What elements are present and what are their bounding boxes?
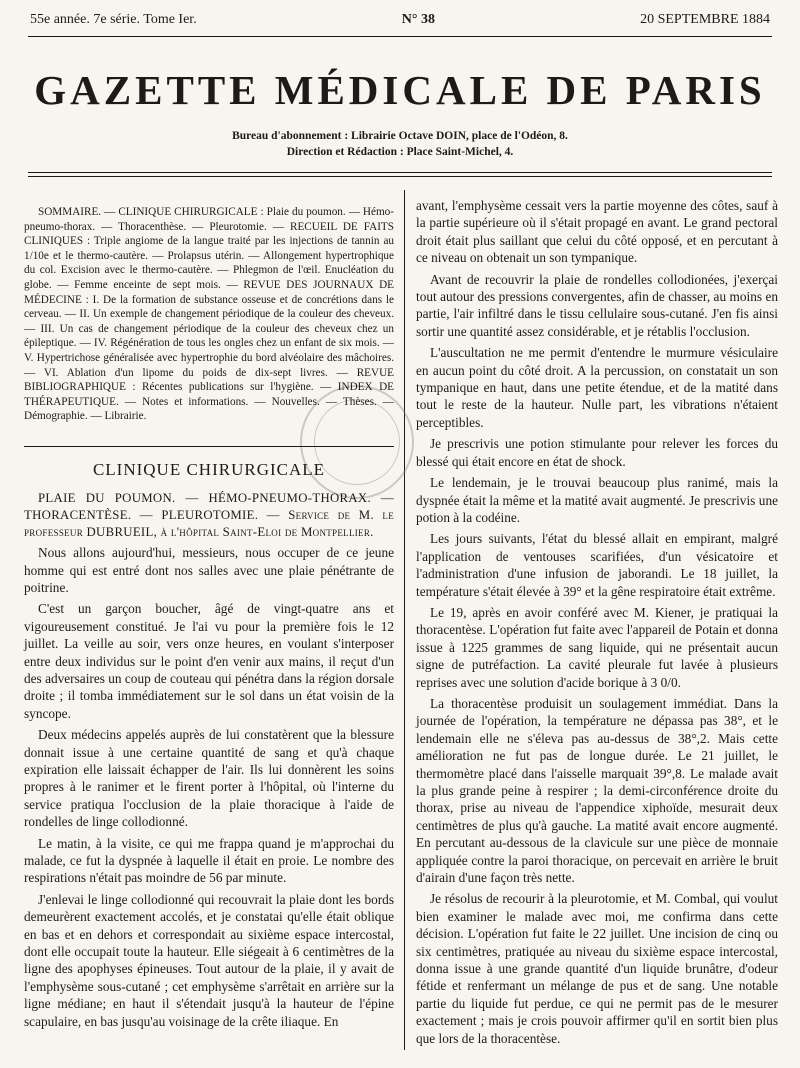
right-paragraph: Le 19, après en avoir conféré avec M. Kiener, je pratiquai la thoracentèse. L'opération fut faite avec l'appareil de Potain et donna issue à 1225 grammes de sang liquide, qui ne présentait aucun signe de putréfaction. La cavité pleurale fut lavée à plusieurs reprises avec une solution d'acide borique à 3 0/0.	[416, 604, 778, 690]
article-heading: PLAIE DU POUMON. — HÉMO-PNEUMO-THORAX. — THORACENTÈSE. — PLEUROTOMIE. — Service de M. le professeur DUBRUEIL, à l'hôpital Saint-Eloi de Montpellier.	[24, 491, 394, 539]
left-paragraph: J'enlevai le linge collodionné qui recouvrait la plaie dont les bords demeurèrent exactement accolés, et je constatai qu'elle était oblique en bas et en dehors et correspondait au sixième espace intercostal, dont elle occupait toute la hauteur. Elle siégeait à 6 centimètres de la ligne des apophyses épineuses. Tout autour de la plaie, il y avait de l'emphysème sous-cutané ; cet emphysème s'arrêtait en arrière sur la ligne médiane; en haut il s'étendait jusqu'à la hauteur de l'épine scapulaire, en bas jusqu'au voisinage de la crête iliaque. En	[24, 891, 394, 1029]
bureau-line: Bureau d'abonnement : Librairie Octave DOIN, place de l'Odéon, 8.	[232, 130, 568, 142]
left-paragraph: Deux médecins appelés auprès de lui constatèrent que la blessure donnait issue à une certaine quantité de sang et qu'à chaque expiration elle laissait échapper de l'air. Ils lui donnèrent les soins propres à le ranimer et le firent porter à l'hôpital, où l'interne du service pratiqua l'occlusion de la plaie thoracique à l'aide de rondelles de linge collodionné.	[24, 727, 394, 830]
right-paragraph: Je résolus de recourir à la pleurotomie, et M. Combal, qui voulut bien examiner le malade avec moi, me confirma dans cette décision. L'opération fut faite le 22 juillet. Une incision de cinq ou six centimètres, pratiquée au niveau du sixième espace intercostal, donna issue à une grande quantité d'un liquide brunâtre, d'odeur fétide et renfermant un mélange de pus et de sang. Une notable partie du liquide fut perdue, ce qui ne permit pas de le mesurer exactement ; mais je crois pouvoir affirmer qu'il en sortit bien plus que lors de la thoracentèse.	[416, 891, 778, 1046]
right-paragraph: avant, l'emphysème cessait vers la partie moyenne des côtes, sauf à la partie supérieure où il s'était propagé en avant. Le grand pectoral droit était plus saillant que celui du côté opposé, et en percutant à ce niveau on obtenait un son tympanique.	[416, 198, 778, 266]
left-paragraph: C'est un garçon boucher, âgé de vingt-quatre ans et vigoureusement constitué. Je l'ai vu pour la première fois le 12 juillet. La veille au soir, vers onze heures, en voulant s'interposer entre deux individus sur le point d'en venir aux mains, il reçut d'un des adversaires un coup de couteau qui pénétra dans la région dorsale droite ; il tomba immédiatement sur le sol dans un état voisin de la syncope.	[24, 601, 394, 721]
left-paragraph: Le matin, à la visite, ce qui me frappa quand je m'approchai du malade, ce fut la dyspnée à laquelle il était en proie. Le nombre des respirations n'était pas moindre de 56 par minute.	[24, 835, 394, 886]
right-paragraph: Le lendemain, je le trouvai beaucoup plus ranimé, mais la dyspnée était la même et la matité avait augmenté. Je prescrivis une potion à la codéine.	[416, 475, 778, 525]
right-paragraph: La thoracentèse produisit un soulagement immédiat. Dans la journée de l'opération, la température ne dépassa pas 38°, et le lendemain elle ne s'éleva pas au-dessus de 38°,2. Mais cette amélioration ne fut pas de longue durée. Le 21 juillet, le thermomètre placé dans l'aisselle marquait 39°,8. Le malade avait la plus grande peine à respirer ; la demi-circonférence droite du thorax, prise au niveau de l'appendice xiphoïde, mesurait deux centimètres de plus qu'à gauche. La matité avait encore augmenté. En percutant au-dessous de la clavicule sur une pièce de monnaie appliquée contre la paroi thoracique, on percevait en arrière le bruit d'airain d'une façon très nette.	[416, 695, 778, 886]
issue-series: 55e année. 7e série. Tome Ier.	[30, 12, 197, 27]
direction-line: Direction et Rédaction : Place Saint-Michel, 4.	[286, 146, 514, 158]
issue-line	[30, 12, 770, 32]
issue-date: 20 SEPTEMBRE 1884	[640, 12, 770, 27]
masthead-rule-2	[28, 176, 772, 177]
issue-number: N° 38	[401, 12, 435, 27]
top-rule	[28, 36, 772, 37]
masthead-title: GAZETTE MÉDICALE DE PARIS	[34, 67, 766, 113]
left-paragraph: Nous allons aujourd'hui, messieurs, nous occuper de ce jeune homme qui est entré dont nos salles avec une plaie pénétrante de poitrine.	[24, 545, 394, 595]
column-divider	[404, 190, 405, 1050]
right-paragraph: L'auscultation ne me permit d'entendre le murmure vésiculaire en aucun point du côté droit. A la percussion, on constatait un son tympanique en haut, dans une petite étendue, et de la matité dans tout le reste de la hauteur. Nulle part, les vibrations n'étaient perceptibles.	[416, 345, 778, 430]
right-paragraph: Avant de recouvrir la plaie de rondelles collodionées, j'exerçai tout autour des pressions convergentes, afin de chasser, au moins en partie, l'air infiltré dans le tissu cellulaire sous-cutané. J'en fis ainsi sortir une quantité assez considérable, et je rétablis l'occlusion.	[416, 271, 778, 339]
left-column	[24, 205, 394, 1034]
masthead-rule	[28, 172, 772, 173]
section-title: CLINIQUE CHIRURGICALE	[24, 446, 394, 478]
right-paragraph: Je prescrivis une potion stimulante pour relever les forces du blessé qui était encore en état de shock.	[416, 436, 778, 469]
summary: SOMMAIRE. — CLINIQUE CHIRURGICALE : Plaie du poumon. — Hémo-pneumo-thorax. — Thoracenthèse. — Pleurotomie. — RECUEIL DE FAITS CLINIQUES : Triple angiome de la langue traité par les injections de tannin au 1/10e et le thermo-cautère. — Prolapsus utérin. — Allongement hypertrophique du col. Excision avec le thermo-cautère. — Phlegmon de l'œil. Enucléation du globe. — Femme enceinte de sept mois. — REVUE DES JOURNAUX DE MÉDECINE : I. De la formation de substance osseuse et de concrétions dans le cerveau. — II. Un exemple de changement périodique de la couleur des cheveux. — III. Un cas de changement périodique de la couleur des cheveux chez un épileptique. — IV. Régénération de tous les ongles chez un enfant de six mois. — V. Hypertrichose généralisée avec hypertrophie du bord alvéolaire des mâchoires. — VI. Ablation d'un lipome du poids de dix-sept livres. — REVUE BIBLIOGRAPHIQUE : Récentes publications sur l'hygiène. — INDEX DE THÉRAPEUTIQUE. — Notes et informations. — Nouvelles. — Thèses. — Démographie. — Librairie.	[24, 206, 394, 423]
right-column	[416, 197, 778, 1051]
right-paragraph: Les jours suivants, l'état du blessé allait en empirant, malgré l'application de ventouses scarifiées, d'un vésicatoire et l'administration d'une infusion de jaborandi. Le 18 juillet, la température s'était élevée à 39° et la gêne respiratoire était extrême.	[416, 531, 778, 599]
